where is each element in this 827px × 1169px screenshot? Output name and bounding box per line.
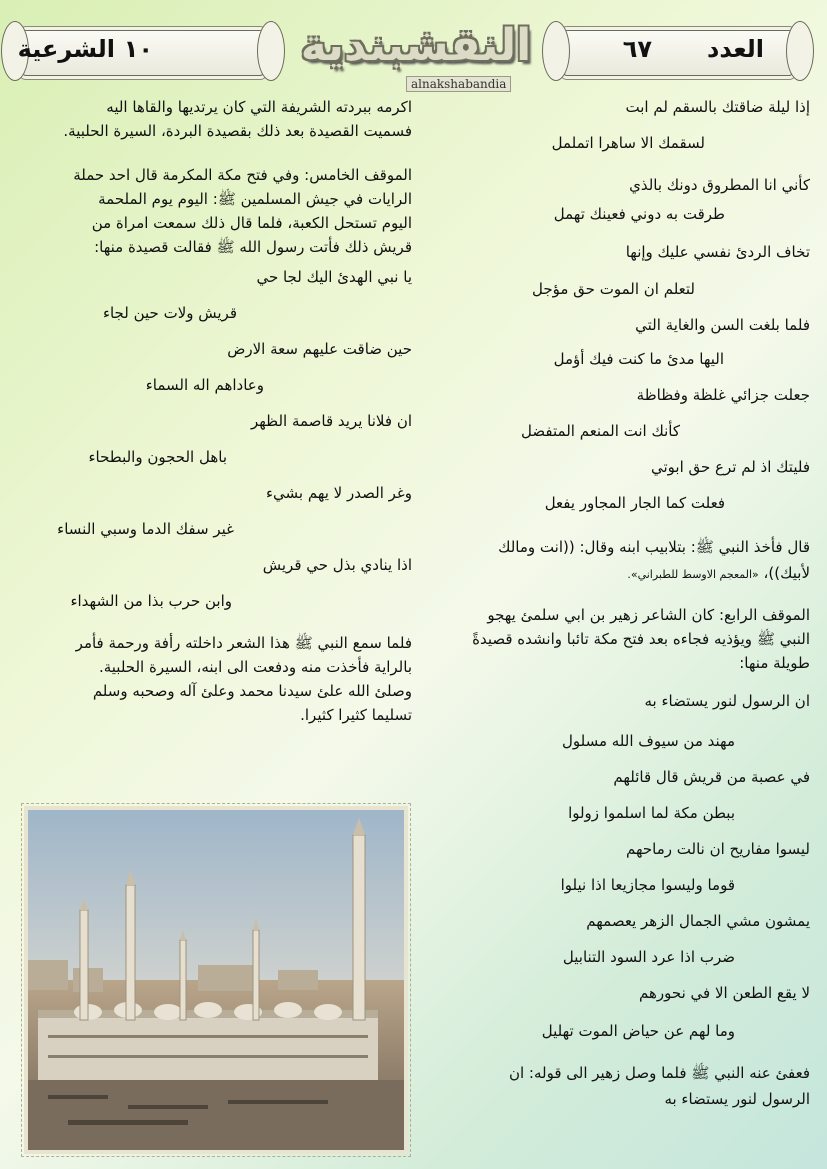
poem-line: وغر الصدر لا يهم بشيء [265,484,412,502]
banner-curl-right [257,21,285,81]
poem-line: لتعلم ان الموت حق مؤجل [531,280,695,298]
paragraph-line: اكرمه ببردته الشريفة التي كان يرتديها والقاها اليه [106,98,412,116]
paragraph-line: قال فأخذ النبي ﷺ: بتلابيب ابنه وقال: ((انت ومالك [498,538,810,556]
magazine-logo [296,20,536,91]
poem-line: ببطن مكة لما اسلموا زولوا [568,804,735,822]
poem-line: طرقت به دوني فعينك تهمل [553,205,725,223]
poem-line: فلما بلغت السن والغاية التي [635,316,810,334]
poem-line: ضرب اذا عرد السود التنابيل [562,948,735,966]
issue-label: العدد [707,35,764,63]
poem-line: وابن حرب بذا من الشهداء [70,592,232,610]
poem-line: اليها مدئ ما كنت فيك أؤمل [553,350,724,368]
poem-line: غير سفك الدما وسبي النساء [57,520,234,538]
poem-line: قوما وليسوا مجازيعا اذا نيلوا [560,876,735,894]
paragraph-line: طويلة منها: [739,654,810,672]
section-banner [17,30,264,76]
paragraph-line: الرسول لنور يستضاء به [664,1090,810,1108]
poem-line: كأنك انت المنعم المتفضل [521,422,680,440]
poem-line: يمشون مشي الجمال الزهر يعصمهم [586,912,810,930]
poem-line: باهل الحجون والبطحاء [88,448,227,466]
poem-line: فعلت كما الجار المجاور يفعل [544,494,725,512]
paragraph-line: الموقف الرابع: كان الشاعر زهير بن ابي سلمئ يهجو [487,606,810,624]
poem-line: حين ضاقت عليهم سعة الارض [227,340,412,358]
poem-line: فليتك اذ لم ترع حق ابوتي [650,458,810,476]
poem-line: وما لهم عن حياض الموت تهليل [541,1022,735,1040]
paragraph-line: الموقف الخامس: وفي فتح مكة المكرمة قال احد حملة [73,166,412,184]
paragraph-line: اليوم تستحل الكعبة، فلما قال ذلك سمعت امراة من [91,214,412,232]
poem-line: جعلت جزائي غلظة وفظاظة [636,386,810,404]
paragraph-line: الرايات في جيش المسلمين ﷺ: اليوم يوم الملحمة [98,190,412,208]
paragraph-line: النبي ﷺ ويؤذيه فجاءه بعد فتح مكة تائبا وانشده قصيدةً [472,630,810,648]
citation: «المعجم الاوسط للطبراني». [627,568,759,581]
poem-line: ليسوا مفاريح ان نالت رماحهم [625,840,810,858]
poem-line: ان الرسول لنور يستضاء به [644,692,810,710]
page-header [0,0,827,95]
mosque-image [28,810,404,1150]
issue-banner [563,30,793,76]
page-number: ١٠ [123,35,153,63]
poem-line: تخاف الردئ نفسي عليك وإنها [625,243,810,261]
poem-line: في عصبة من قريش قال قائلهم [613,768,810,786]
poem-line: ان فلانا يريد قاصمة الظهر [250,412,412,430]
paragraph-line: فعفئ عنه النبي ﷺ فلما وصل زهير الى قوله: ان [508,1064,810,1082]
paragraph-line: فسميت القصيدة بعد ذلك بقصيدة البردة، السيرة الحلبية. [63,122,412,140]
paragraph-text: لأبيك))، [758,564,810,582]
poem-line: قريش ولات حين لجاء [102,304,237,322]
poem-line: وعاداهم اله السماء [145,376,264,394]
poem-line: مهند من سيوف الله مسلول [561,732,735,750]
poem-line: يا نبي الهدئ اليك لجا حي [256,268,412,286]
poem-line: كأني انا المطروق دونك بالذي [629,176,810,194]
paragraph-line: فلما سمع النبي ﷺ هذا الشعر داخلته رأفة ورحمة فأمر [75,634,412,652]
paragraph-line: قريش ذلك فأتت رسول الله ﷺ فقالت قصيدة منها: [94,238,412,256]
poem-line: لا يقع الطعن الا في نحورهم [639,984,810,1002]
paragraph-line: تسليما كثيرا كثيرا. [300,706,412,724]
logo-title: النقشبندية [300,20,532,71]
section-title: الشرعية [17,35,115,63]
banner-curl-right [786,21,814,81]
mosque-photo [24,806,408,1154]
banner-curl-left [542,21,570,81]
paragraph-line: وصلئ الله علئ سيدنا محمد وعلئ آله وصحبه وسلم [92,682,412,700]
poem-line: لسقمك الا ساهرا اتململ [551,134,705,152]
poem-line: إذا ليلة ضاقتك بالسقم لم ابت [625,98,810,116]
paragraph-line [627,564,810,582]
issue-number: ٦٧ [622,35,652,63]
paragraph-line: بالراية فأخذت منه ودفعت الى ابنه، السيرة الحلبية. [98,658,412,676]
poem-line: اذا ينادي بذل حي قريش [262,556,412,574]
logo-subtitle: alnakshabandia [406,76,511,92]
